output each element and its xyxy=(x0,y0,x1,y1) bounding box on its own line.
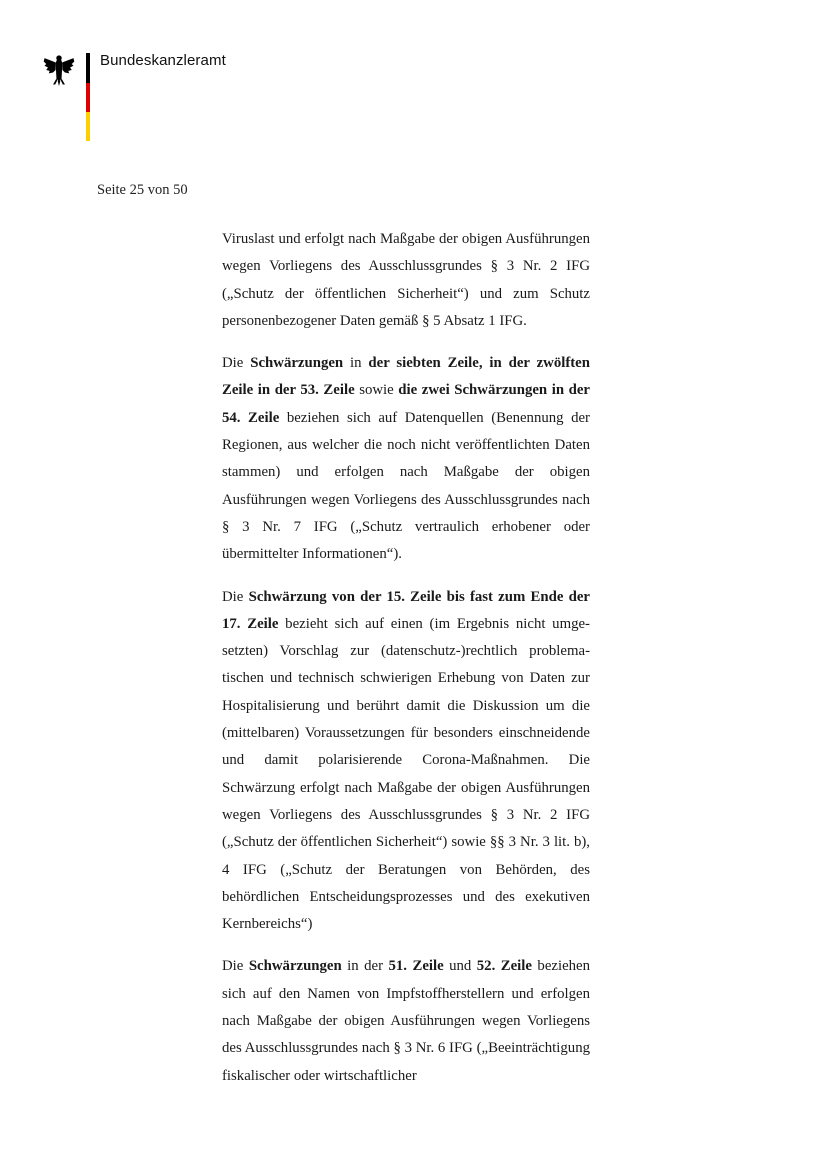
flag-stripe-red xyxy=(86,83,90,112)
bold-text: Schwärzungen xyxy=(248,958,342,975)
body-paragraph xyxy=(222,953,590,1089)
bold-text: Schwärzungen xyxy=(250,355,344,372)
document-body xyxy=(222,226,590,1105)
body-paragraph xyxy=(222,584,590,939)
flag-stripe-black xyxy=(86,53,90,83)
bold-text: 51. Zeile xyxy=(388,958,444,975)
text-segment: beziehen sich auf Datenquellen (Benennung der Regionen, aus welcher die noch nicht veröffentlichten Daten stammen) und erfolgen nach Maßgabe der obigen Ausführungen wegen Vorliegens des Ausschlussgrundes nach § 3 Nr. 7 IFG („Schutz vertraulich erhobener oder übermittelter Informationen“). xyxy=(222,409,590,563)
page-number: Seite 25 von 50 xyxy=(97,182,188,198)
text-segment: in der xyxy=(341,958,389,975)
body-paragraph xyxy=(222,226,590,335)
federal-eagle-icon xyxy=(42,53,76,87)
body-paragraph xyxy=(222,350,590,568)
text-segment: Die xyxy=(222,958,249,975)
bold-text: der siebten Zeile, in der zwölften Zeile in der 53. Zeile xyxy=(222,355,590,399)
bold-text: Schwärzung von der 15. Zeile bis fast zum Ende der 17. Zeile xyxy=(222,588,590,632)
flag-stripe-gold xyxy=(86,112,90,141)
text-segment: sowie xyxy=(354,382,399,399)
bold-text: die zwei Schwärzungen in der 54. Zeile xyxy=(222,382,590,426)
text-segment: Die xyxy=(222,355,251,372)
bold-text: 52. Zeile xyxy=(476,958,532,975)
text-segment: Die xyxy=(222,588,249,605)
text-segment: in xyxy=(343,355,369,372)
text-segment: Viruslast und erfolgt nach Maßgabe der obigen Ausführungen wegen Vorliegens des Ausschlussgrundes § 3 Nr. 2 IFG („Schutz der öffentlichen Sicherheit“) und zum Schutz personenbezogener Daten gemäß § 5 Absatz 1 IFG. xyxy=(222,231,590,329)
text-segment: beziehen sich auf den Namen von Impfstoffherstellern und erfolgen nach Maßgabe der obigen Ausführungen wegen Vorliegens des Ausschlussgrundes nach § 3 Nr. 6 IFG („Beeinträchtigung fiskalischer oder wirtschaftlicher xyxy=(222,958,590,1084)
german-flag-bar xyxy=(86,53,90,141)
organization-name: Bundeskanzleramt xyxy=(100,52,226,69)
text-segment: bezieht sich auf einen (im Ergebnis nicht umgesetzten) Vorschlag zur (datenschutz-)rechtlich problematischen und technisch schwierigen Erhebung von Daten zur Hospitalisierung und berührt damit die Diskussion um die (mittelbaren) Voraussetzungen für besonders einschneidende und damit polarisierende Corona-Maßnahmen. Die Schwärzung erfolgt nach Maßgabe der obigen Ausführungen wegen Vorliegens des Ausschlussgrundes § 3 Nr. 2 IFG („Schutz der öffentlichen Sicherheit“) sowie §§ 3 Nr. 3 lit. b), 4 IFG („Schutz der Beratungen von Behörden, des behördlichen Entscheidungsprozesses und des exekutiven Kernbereichs“) xyxy=(222,615,590,933)
text-segment: und xyxy=(443,958,477,975)
